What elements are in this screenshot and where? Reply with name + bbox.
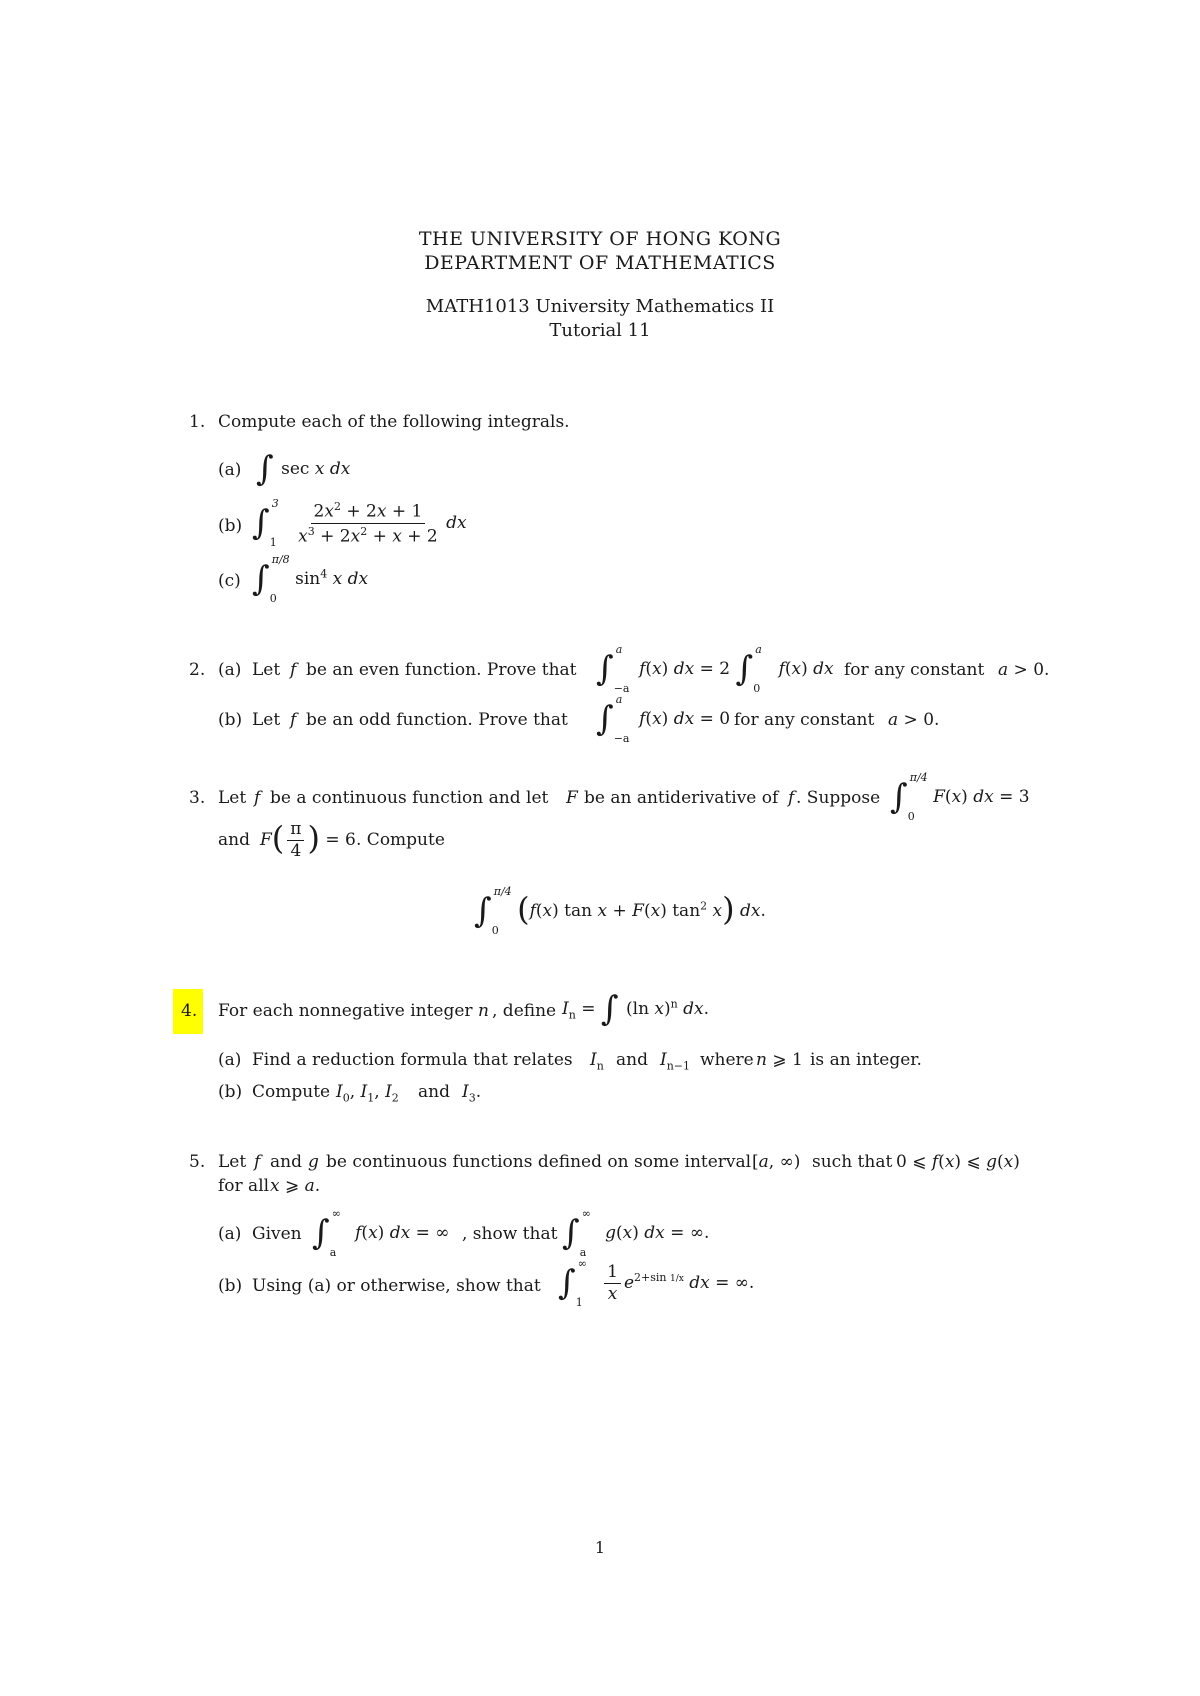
q4-n: n <box>478 1001 489 1021</box>
q3-text4: . Suppose <box>796 788 881 808</box>
q3-F-value: F( $\frac{\pi}{4}$ ) = 6 <box>260 819 356 861</box>
q2a-cond: a > 0. <box>998 660 1050 680</box>
q5a-label: (a) <box>218 1224 242 1244</box>
q5-interval: [a, ∞) <box>752 1152 801 1172</box>
q4-text2: , define <box>492 1001 557 1021</box>
q5-cond: x ⩾ a. <box>270 1176 321 1196</box>
q4b-I3: $I_3$. <box>462 1082 482 1105</box>
q5a-integral-f: ∫ ∞ a f(x) dx = ∞ <box>312 1206 450 1259</box>
q3-f: f <box>254 788 261 808</box>
q3-f2: f <box>788 788 795 808</box>
q1b-formula: ∫ 3 1 $\frac{2x^2 + 2x + 1}{x^3 + 2x^2 + x + 2}$ dx <box>252 496 467 549</box>
q3-number: 3. <box>189 788 206 808</box>
q2-number: 2. <box>189 660 206 680</box>
q2b-label: (b) <box>218 710 243 730</box>
q2b-text3: for any constant <box>734 710 875 730</box>
q5b-text1: Using (a) or otherwise, show that <box>252 1276 541 1296</box>
q5-text3: be continuous functions defined on some interval <box>326 1152 752 1172</box>
q4-definition: $I_n$ = ∫ (ln x)$^n$ dx. <box>562 989 710 1029</box>
q2a-text3: for any constant <box>844 660 985 680</box>
q4a-In-1: $I_{n-1}$ <box>660 1050 691 1073</box>
q1c-formula: ∫ π/8 0 $\sin^4 x$ dx <box>252 552 369 605</box>
q5-text4: such that <box>812 1152 893 1172</box>
q4-text1: For each nonnegative integer <box>218 1001 473 1021</box>
q5-inequality: 0 ⩽ f(x) ⩽ g(x) <box>896 1152 1020 1172</box>
q2b-formula: ∫ a −a f(x) dx = 0 <box>596 692 731 745</box>
q5-text1: Let <box>218 1152 247 1172</box>
q4a-cond: n ⩾ 1 <box>756 1050 803 1070</box>
q3-compute: . Compute <box>356 830 445 850</box>
q5-number: 5. <box>189 1152 206 1172</box>
q2b-text1: Let <box>252 710 281 730</box>
q1-number: 1. <box>189 412 206 432</box>
q5-f: f <box>254 1152 261 1172</box>
q3-text2: be a continuous function and let <box>270 788 549 808</box>
q4a-label: (a) <box>218 1050 242 1070</box>
q5b-label: (b) <box>218 1276 243 1296</box>
q5a-text2: , show that <box>462 1224 558 1244</box>
q4a-text1: Find a reduction formula that relates <box>252 1050 573 1070</box>
q4b-text2: and <box>418 1082 450 1102</box>
page-number: 1 <box>594 1538 606 1557</box>
q2b-cond: a > 0. <box>888 710 940 730</box>
tutorial-title: Tutorial 11 <box>549 320 651 341</box>
q5-g: g <box>308 1152 319 1172</box>
q2b-text2: be an odd function. Prove that <box>306 710 568 730</box>
q2a-label: (a) <box>218 660 242 680</box>
q2a-text2: be an even function. Prove that <box>306 660 577 680</box>
q1a-formula: ∫ sec x dx <box>256 449 351 489</box>
q3-F: F <box>566 788 578 808</box>
q5-text2: and <box>270 1152 302 1172</box>
q4-number-highlight: 4. <box>173 989 203 1034</box>
q3-text1: Let <box>218 788 247 808</box>
q4a-text4: is an integer. <box>810 1050 922 1070</box>
q3-given-integral: ∫ π/4 0 F(x) dx = 3 <box>890 770 1030 823</box>
q5a-text1: Given <box>252 1224 302 1244</box>
q3-and: and <box>218 830 250 850</box>
q5b-integral: ∫ ∞ 1 $\frac{1}{x}$ $e^{2+sin 1/x}$ dx = ∞. <box>558 1256 755 1309</box>
q2b-f: f <box>290 710 297 730</box>
university-title: THE UNIVERSITY OF HONG KONG <box>418 228 782 250</box>
q5-text5: for all <box>218 1176 270 1196</box>
q4a-text2: and <box>616 1050 648 1070</box>
q4a-text3: where <box>700 1050 754 1070</box>
q4b-label: (b) <box>218 1082 243 1102</box>
q1c-label: (c) <box>218 571 241 591</box>
q5a-integral-g: ∫ ∞ a g(x) dx = ∞. <box>562 1206 710 1259</box>
department-title: DEPARTMENT OF MATHEMATICS <box>424 252 776 274</box>
q3-main-integral: ∫ π/4 0 (f(x) tan x + F(x) $\tan^2 x$) dx. <box>474 884 766 937</box>
q1-text: Compute each of the following integrals. <box>218 412 570 432</box>
q4b-text1: Compute <box>252 1082 331 1102</box>
q4b-list: $I_0$, $I_1$, $I_2$ <box>336 1082 399 1105</box>
q2a-text1: Let <box>252 660 281 680</box>
q4a-In: $I_n$ <box>590 1050 604 1073</box>
q1a-label: (a) <box>218 460 242 480</box>
q3-text3: be an antiderivative of <box>584 788 779 808</box>
course-title: MATH1013 University Mathematics II <box>425 296 775 317</box>
q1b-label: (b) <box>218 516 243 536</box>
q2a-f: f <box>290 660 297 680</box>
q2a-formula: ∫ a −a f(x) dx = 2 ∫ a 0 f(x) dx <box>596 642 834 695</box>
